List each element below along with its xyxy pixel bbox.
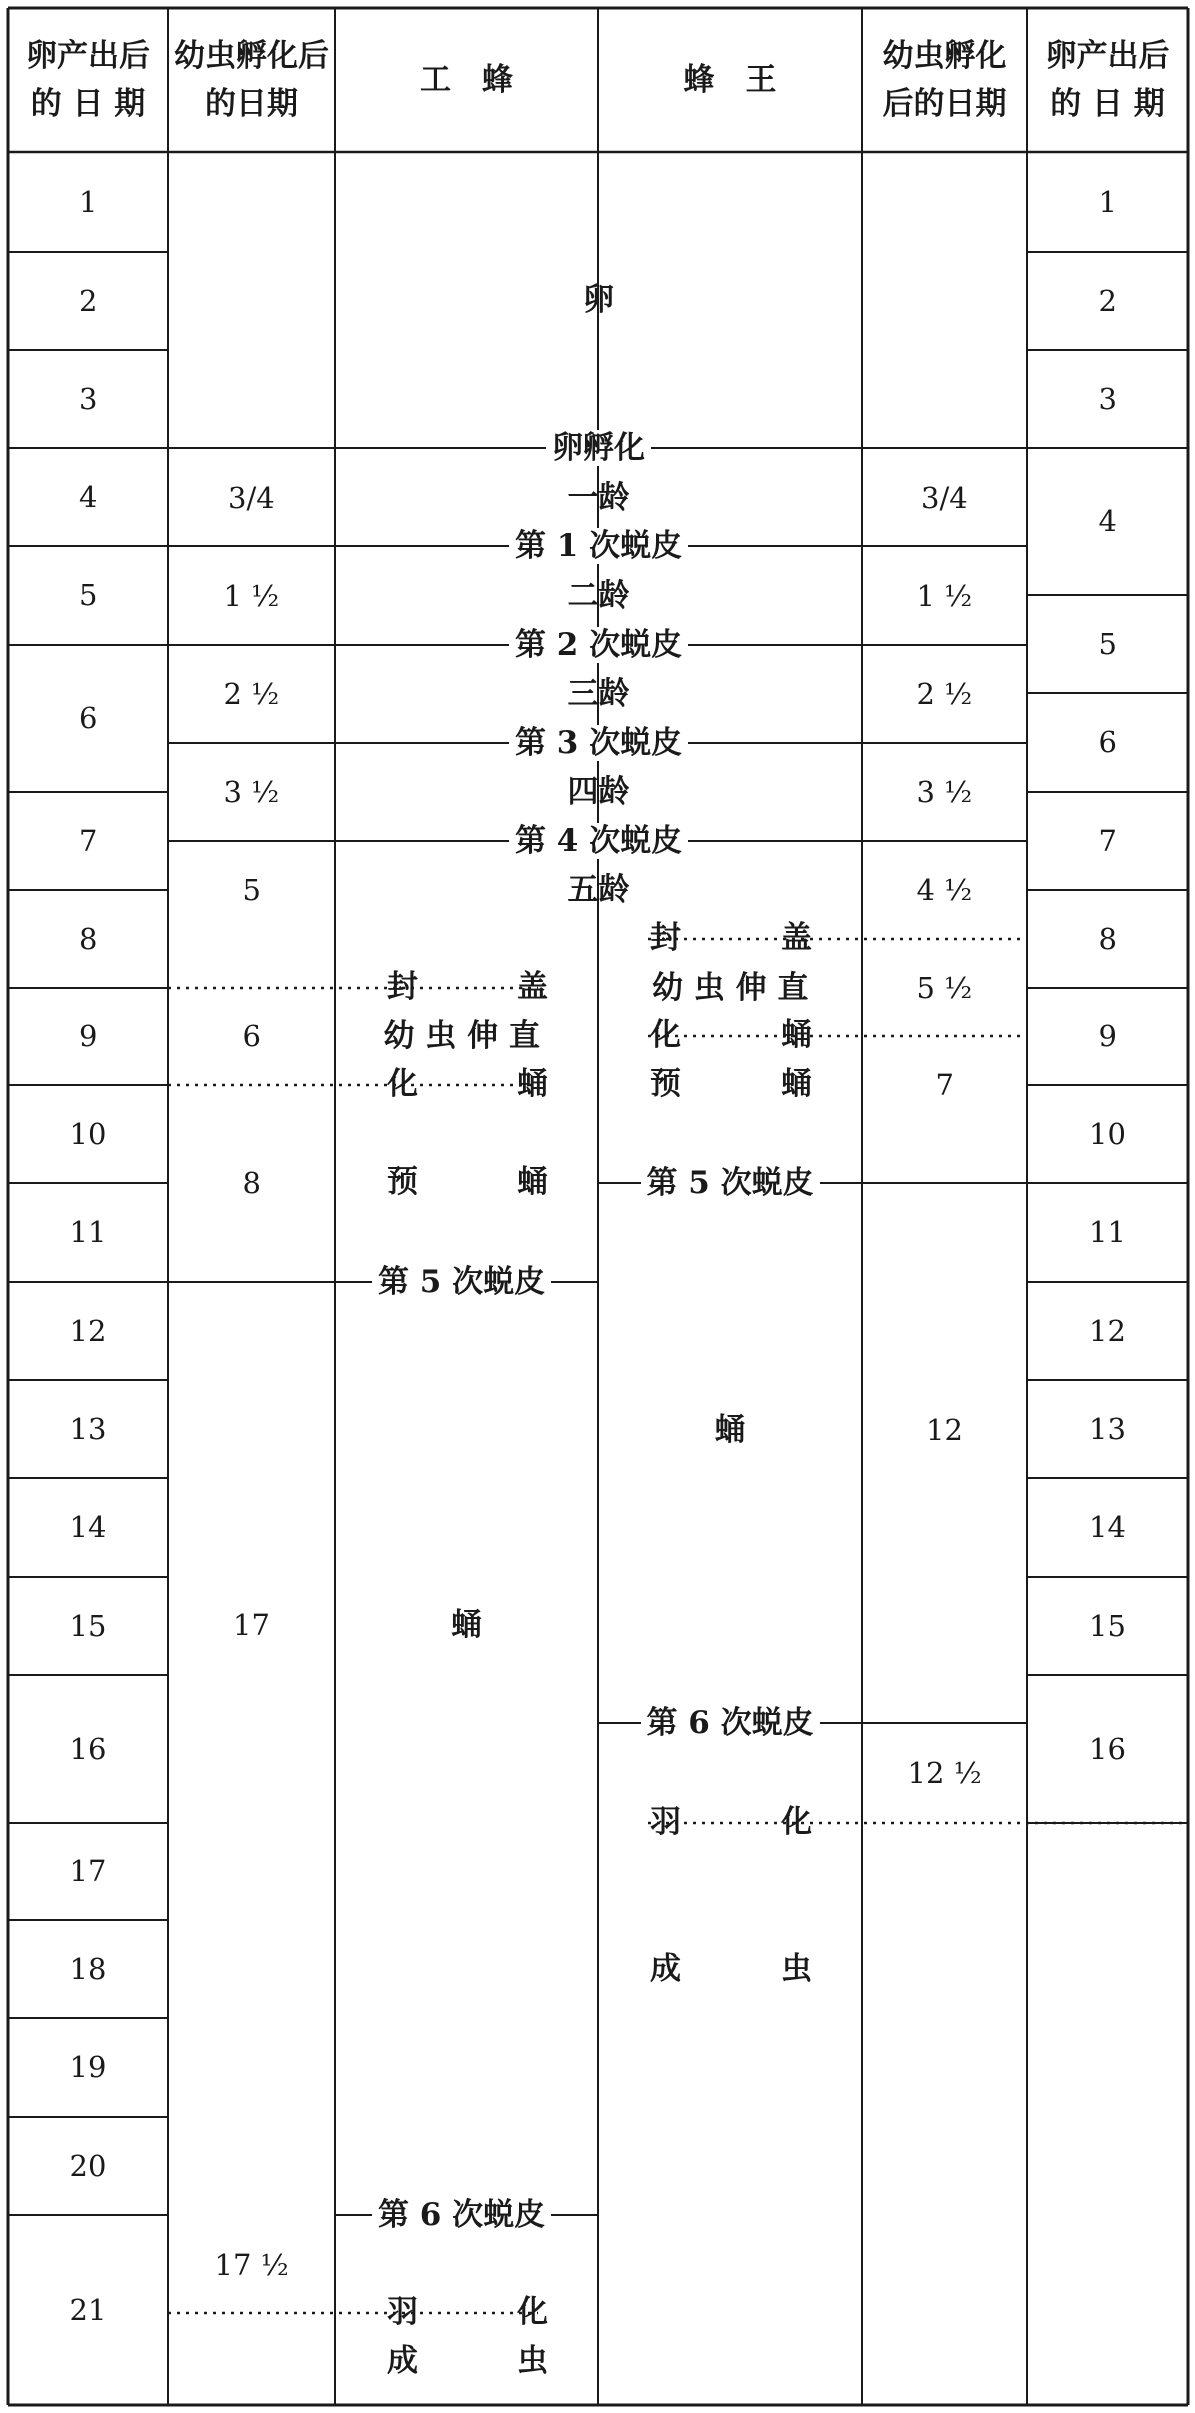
queen-larva-day-1: [911, 578, 979, 613]
left-day-18: [64, 1951, 113, 1986]
queen-cap-right: 盖: [781, 920, 812, 956]
right-day-6-text: 6: [1098, 725, 1117, 759]
stage-instar4-text: 四龄: [567, 773, 630, 810]
left-day-5: [73, 578, 103, 612]
left-day-11: [64, 1215, 113, 1249]
worker-molt5: [372, 1263, 551, 1300]
left-day-19-text: 19: [69, 2050, 107, 2084]
stage-instar4: [562, 773, 636, 810]
left-day-2: [73, 283, 103, 318]
worker-pupa: [445, 1606, 488, 1643]
worker-stretch-text: 幼 虫 伸 直: [383, 1017, 540, 1054]
worker-pupate-left: 化: [387, 1066, 418, 1102]
worker-cap-left: 封: [387, 969, 418, 1005]
right-day-11-text: 11: [1089, 1215, 1126, 1249]
worker-stretch: [378, 1017, 546, 1054]
left-day-6-text: 6: [79, 701, 98, 735]
stage-molt2-text: 第 2 次蜕皮: [509, 627, 688, 663]
header-queen: 蜂 王: [683, 62, 777, 98]
left-day-7: [73, 823, 103, 858]
queen-cap-left: 封: [650, 920, 681, 956]
right-day-12: [1083, 1313, 1132, 1348]
left-day-20: [64, 2148, 113, 2183]
left-day-9-text: 9: [79, 1019, 98, 1053]
left-day-3: [73, 381, 103, 416]
right-day-1-text: 1: [1098, 184, 1117, 219]
worker-prepupa-left: 预: [387, 1164, 418, 1200]
worker-emerge: [387, 2294, 548, 2330]
header-larva-days-left: 幼虫孵化后的日期: [174, 38, 329, 122]
worker-adult: [387, 2343, 548, 2379]
right-day-2: [1093, 283, 1123, 318]
queen-pupate-left: 化: [650, 1017, 681, 1053]
stage-instar1-text: 一龄: [567, 479, 630, 516]
worker-molt6-text: 第 6 次蜕皮: [372, 2197, 551, 2233]
right-day-15: [1083, 1608, 1132, 1643]
left-day-15: [64, 1608, 113, 1643]
queen-pupate-right: 蛹: [781, 1017, 812, 1053]
stage-molt4-text: 第 4 次蜕皮: [509, 823, 688, 859]
left-day-14: [64, 1510, 113, 1544]
left-day-4: [73, 479, 103, 514]
left-day-20-text: 20: [69, 2148, 107, 2183]
right-day-13: [1083, 1411, 1132, 1446]
stage-molt3-text: 第 3 次蜕皮: [509, 725, 688, 761]
queen-larva-day-5-text: 5 ½: [916, 970, 973, 1005]
stage-instar2-text: 二龄: [567, 577, 630, 614]
queen-larva-day-7: [920, 1412, 969, 1447]
worker-molt6: [372, 2196, 551, 2233]
worker-prepupa: [387, 1164, 548, 1200]
queen-larva-day-0: [915, 480, 974, 515]
worker-molt5-text: 第 5 次蜕皮: [372, 1264, 551, 1300]
left-day-1: [73, 184, 103, 219]
worker-larva-day-2-text: 2 ½: [223, 676, 280, 711]
worker-larva-day-6: [237, 1165, 267, 1200]
queen-larva-day-6: [930, 1067, 960, 1102]
worker-pupate-right: 蛹: [517, 1066, 548, 1102]
left-day-12: [64, 1313, 113, 1348]
left-day-3-text: 3: [79, 381, 98, 416]
queen-larva-day-8: [902, 1755, 988, 1790]
right-day-10-text: 10: [1089, 1116, 1126, 1151]
header-larva-days-right: 幼虫孵化后的日期: [882, 38, 1007, 122]
queen-larva-day-2: [911, 676, 979, 711]
left-day-15-text: 15: [69, 1608, 107, 1643]
right-day-16-text: 16: [1089, 1731, 1126, 1766]
left-day-1-text: 1: [79, 184, 98, 219]
left-day-16: [64, 1731, 113, 1766]
stage-instar3: [562, 675, 636, 712]
queen-stretch-text: 幼 虫 伸 直: [652, 969, 809, 1006]
queen-pupate: [650, 1017, 812, 1053]
queen-larva-day-6-text: 7: [935, 1067, 954, 1102]
stage-hatch-text: 卵孵化: [546, 430, 651, 466]
queen-stretch: [646, 969, 814, 1006]
queen-larva-day-0-text: 3/4: [921, 480, 968, 515]
right-day-3: [1093, 381, 1123, 416]
left-day-17: [64, 1854, 113, 1888]
worker-larva-day-3-text: 3 ½: [223, 774, 280, 809]
right-day-8: [1093, 921, 1123, 956]
queen-prepupa: [650, 1066, 812, 1102]
queen-prepupa-left: 预: [650, 1066, 681, 1102]
left-day-6: [73, 701, 103, 735]
right-day-4-text: 4: [1098, 504, 1117, 538]
right-day-9: [1093, 1019, 1123, 1053]
header-egg-days-right: 卵产出后的 日 期: [1045, 38, 1170, 122]
worker-larva-day-7: [227, 1607, 276, 1642]
right-day-15-text: 15: [1089, 1608, 1126, 1643]
right-day-6: [1093, 725, 1123, 759]
queen-cap: [650, 920, 812, 956]
right-day-10: [1083, 1116, 1132, 1151]
queen-larva-day-4: [911, 872, 979, 907]
queen-larva-day-3: [911, 774, 979, 809]
worker-larva-day-4: [237, 872, 267, 907]
left-day-4-text: 4: [79, 479, 98, 514]
header-worker: 工 蜂: [420, 62, 513, 98]
stage-molt4: [509, 822, 688, 859]
worker-larva-day-5-text: 6: [242, 1018, 261, 1053]
worker-larva-day-8: [209, 2247, 295, 2282]
stage-egg-text: 卵: [583, 281, 614, 318]
queen-adult: [650, 1951, 812, 1987]
right-day-5-text: 5: [1098, 626, 1117, 661]
queen-larva-day-7-text: 12: [926, 1412, 963, 1447]
left-day-16-text: 16: [69, 1731, 107, 1766]
left-day-8: [73, 921, 103, 956]
right-day-16: [1083, 1731, 1132, 1766]
left-day-2-text: 2: [79, 283, 98, 318]
queen-pupa-text: 蛹: [714, 1411, 746, 1448]
stage-hatch: [546, 429, 651, 466]
queen-molt6: [641, 1704, 820, 1741]
left-day-10: [64, 1116, 113, 1151]
right-day-1: [1093, 184, 1123, 219]
left-day-8-text: 8: [79, 921, 98, 956]
left-day-19: [64, 2050, 113, 2084]
left-day-10-text: 10: [69, 1116, 107, 1151]
stage-molt3: [509, 724, 688, 761]
right-day-7-text: 7: [1098, 823, 1117, 858]
queen-emerge-right: 化: [781, 1804, 812, 1840]
stage-egg: [577, 281, 620, 318]
right-day-8-text: 8: [1098, 921, 1117, 956]
queen-adult-left: 成: [650, 1951, 681, 1987]
left-day-13-text: 13: [69, 1411, 107, 1446]
queen-emerge-left: 羽: [650, 1804, 681, 1840]
left-day-17-text: 17: [69, 1854, 107, 1888]
right-day-12-text: 12: [1089, 1313, 1126, 1348]
worker-larva-day-5: [237, 1018, 267, 1053]
right-day-11: [1083, 1215, 1132, 1249]
left-day-5-text: 5: [79, 578, 98, 612]
stage-molt1: [509, 527, 688, 564]
worker-larva-day-4-text: 5: [242, 872, 261, 907]
queen-molt5: [641, 1164, 820, 1201]
worker-larva-day-7-text: 17: [233, 1607, 270, 1642]
worker-larva-day-1-text: 1 ½: [223, 578, 280, 613]
queen-emerge: [650, 1804, 812, 1840]
stage-instar3-text: 三龄: [567, 675, 630, 712]
queen-pupa: [709, 1411, 752, 1448]
queen-larva-day-2-text: 2 ½: [916, 676, 973, 711]
left-day-14-text: 14: [69, 1510, 107, 1544]
worker-larva-day-8-text: 17 ½: [214, 2247, 289, 2282]
right-day-7: [1093, 823, 1123, 858]
left-day-12-text: 12: [69, 1313, 107, 1348]
queen-adult-right: 虫: [781, 1951, 812, 1987]
queen-larva-day-8-text: 12 ½: [907, 1755, 982, 1790]
queen-larva-day-4-text: 4 ½: [916, 872, 973, 907]
worker-larva-day-0-text: 3/4: [228, 480, 275, 515]
right-day-14: [1083, 1510, 1132, 1544]
stage-instar5: [562, 871, 636, 908]
worker-adult-right: 虫: [517, 2343, 548, 2379]
worker-larva-day-3: [218, 774, 286, 809]
right-day-5: [1093, 626, 1123, 661]
stage-instar1: [562, 479, 636, 516]
worker-emerge-left: 羽: [387, 2294, 418, 2330]
left-day-21: [64, 2292, 113, 2327]
right-day-14-text: 14: [1089, 1510, 1126, 1544]
queen-larva-day-3-text: 3 ½: [916, 774, 973, 809]
right-day-4: [1093, 504, 1123, 538]
stage-instar2: [562, 577, 636, 614]
left-day-11-text: 11: [69, 1215, 107, 1249]
worker-larva-day-6-text: 8: [242, 1165, 261, 1200]
queen-larva-day-1-text: 1 ½: [916, 578, 973, 613]
worker-cap-right: 盖: [517, 969, 548, 1005]
right-day-13-text: 13: [1089, 1411, 1126, 1446]
worker-adult-left: 成: [387, 2343, 418, 2379]
worker-pupate: [387, 1066, 548, 1102]
worker-pupa-text: 蛹: [451, 1606, 482, 1643]
worker-cap: [387, 969, 548, 1005]
worker-larva-day-1: [218, 578, 286, 613]
worker-prepupa-right: 蛹: [517, 1164, 548, 1200]
stage-molt2: [509, 626, 688, 663]
header-egg-days-left: 卵产出后的 日 期: [26, 38, 150, 122]
left-day-21-text: 21: [69, 2292, 107, 2327]
left-day-9: [73, 1019, 103, 1053]
right-day-3-text: 3: [1098, 381, 1117, 416]
worker-larva-day-0: [222, 480, 281, 515]
right-day-9-text: 9: [1098, 1019, 1117, 1053]
queen-larva-day-5: [911, 970, 979, 1005]
queen-prepupa-right: 蛹: [781, 1066, 812, 1102]
left-day-18-text: 18: [69, 1951, 107, 1986]
left-day-13: [64, 1411, 113, 1446]
worker-emerge-right: 化: [517, 2294, 548, 2330]
left-day-7-text: 7: [79, 823, 98, 858]
queen-molt6-text: 第 6 次蜕皮: [641, 1705, 820, 1741]
stage-instar5-text: 五龄: [567, 871, 630, 908]
queen-molt5-text: 第 5 次蜕皮: [641, 1165, 820, 1201]
stage-molt1-text: 第 1 次蜕皮: [509, 528, 688, 564]
worker-larva-day-2: [218, 676, 286, 711]
right-day-2-text: 2: [1098, 283, 1117, 318]
